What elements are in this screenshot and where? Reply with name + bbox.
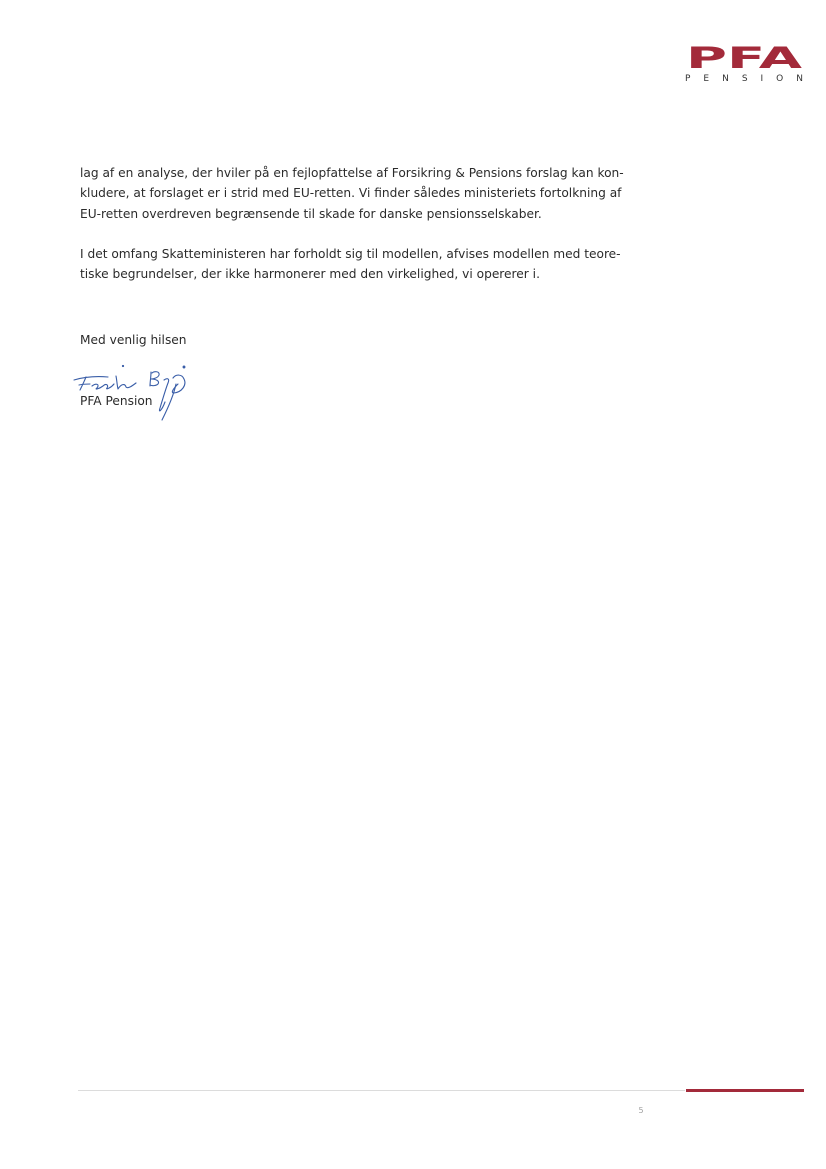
signer-name: PFA Pension [80, 394, 153, 408]
paragraph-analysis [80, 163, 660, 224]
paragraph-line: I det omfang Skatteministeren har forholdt sig til modellen, afvises modellen med teore- [80, 246, 621, 261]
footer-divider [78, 1090, 685, 1091]
pfa-pension-logo [682, 44, 806, 84]
paragraph-line: EU-retten overdreven begrænsende til skade for danske pensionsselskaber. [80, 206, 542, 221]
paragraph-line: lag af en analyse, der hviler på en fejlopfattelse af Forsikring & Pensions forslag kan kon- [80, 166, 624, 180]
footer-accent-bar [686, 1089, 804, 1092]
closing-salutation: Med venlig hilsen [80, 333, 187, 347]
logo-subtitle: PENSION [685, 74, 803, 84]
logo-wordmark: PFA [686, 44, 804, 75]
letter-body [80, 163, 660, 284]
paragraph-line: tiske begrundelser, der ikke harmonerer med den virkelighed, vi opererer i. [80, 267, 540, 282]
paragraph-model [80, 244, 660, 285]
paragraph-line: kludere, at forslaget er i strid med EU-retten. Vi finder således ministeriets fortolkning af [80, 186, 622, 201]
page-number: 5 [638, 1106, 644, 1115]
